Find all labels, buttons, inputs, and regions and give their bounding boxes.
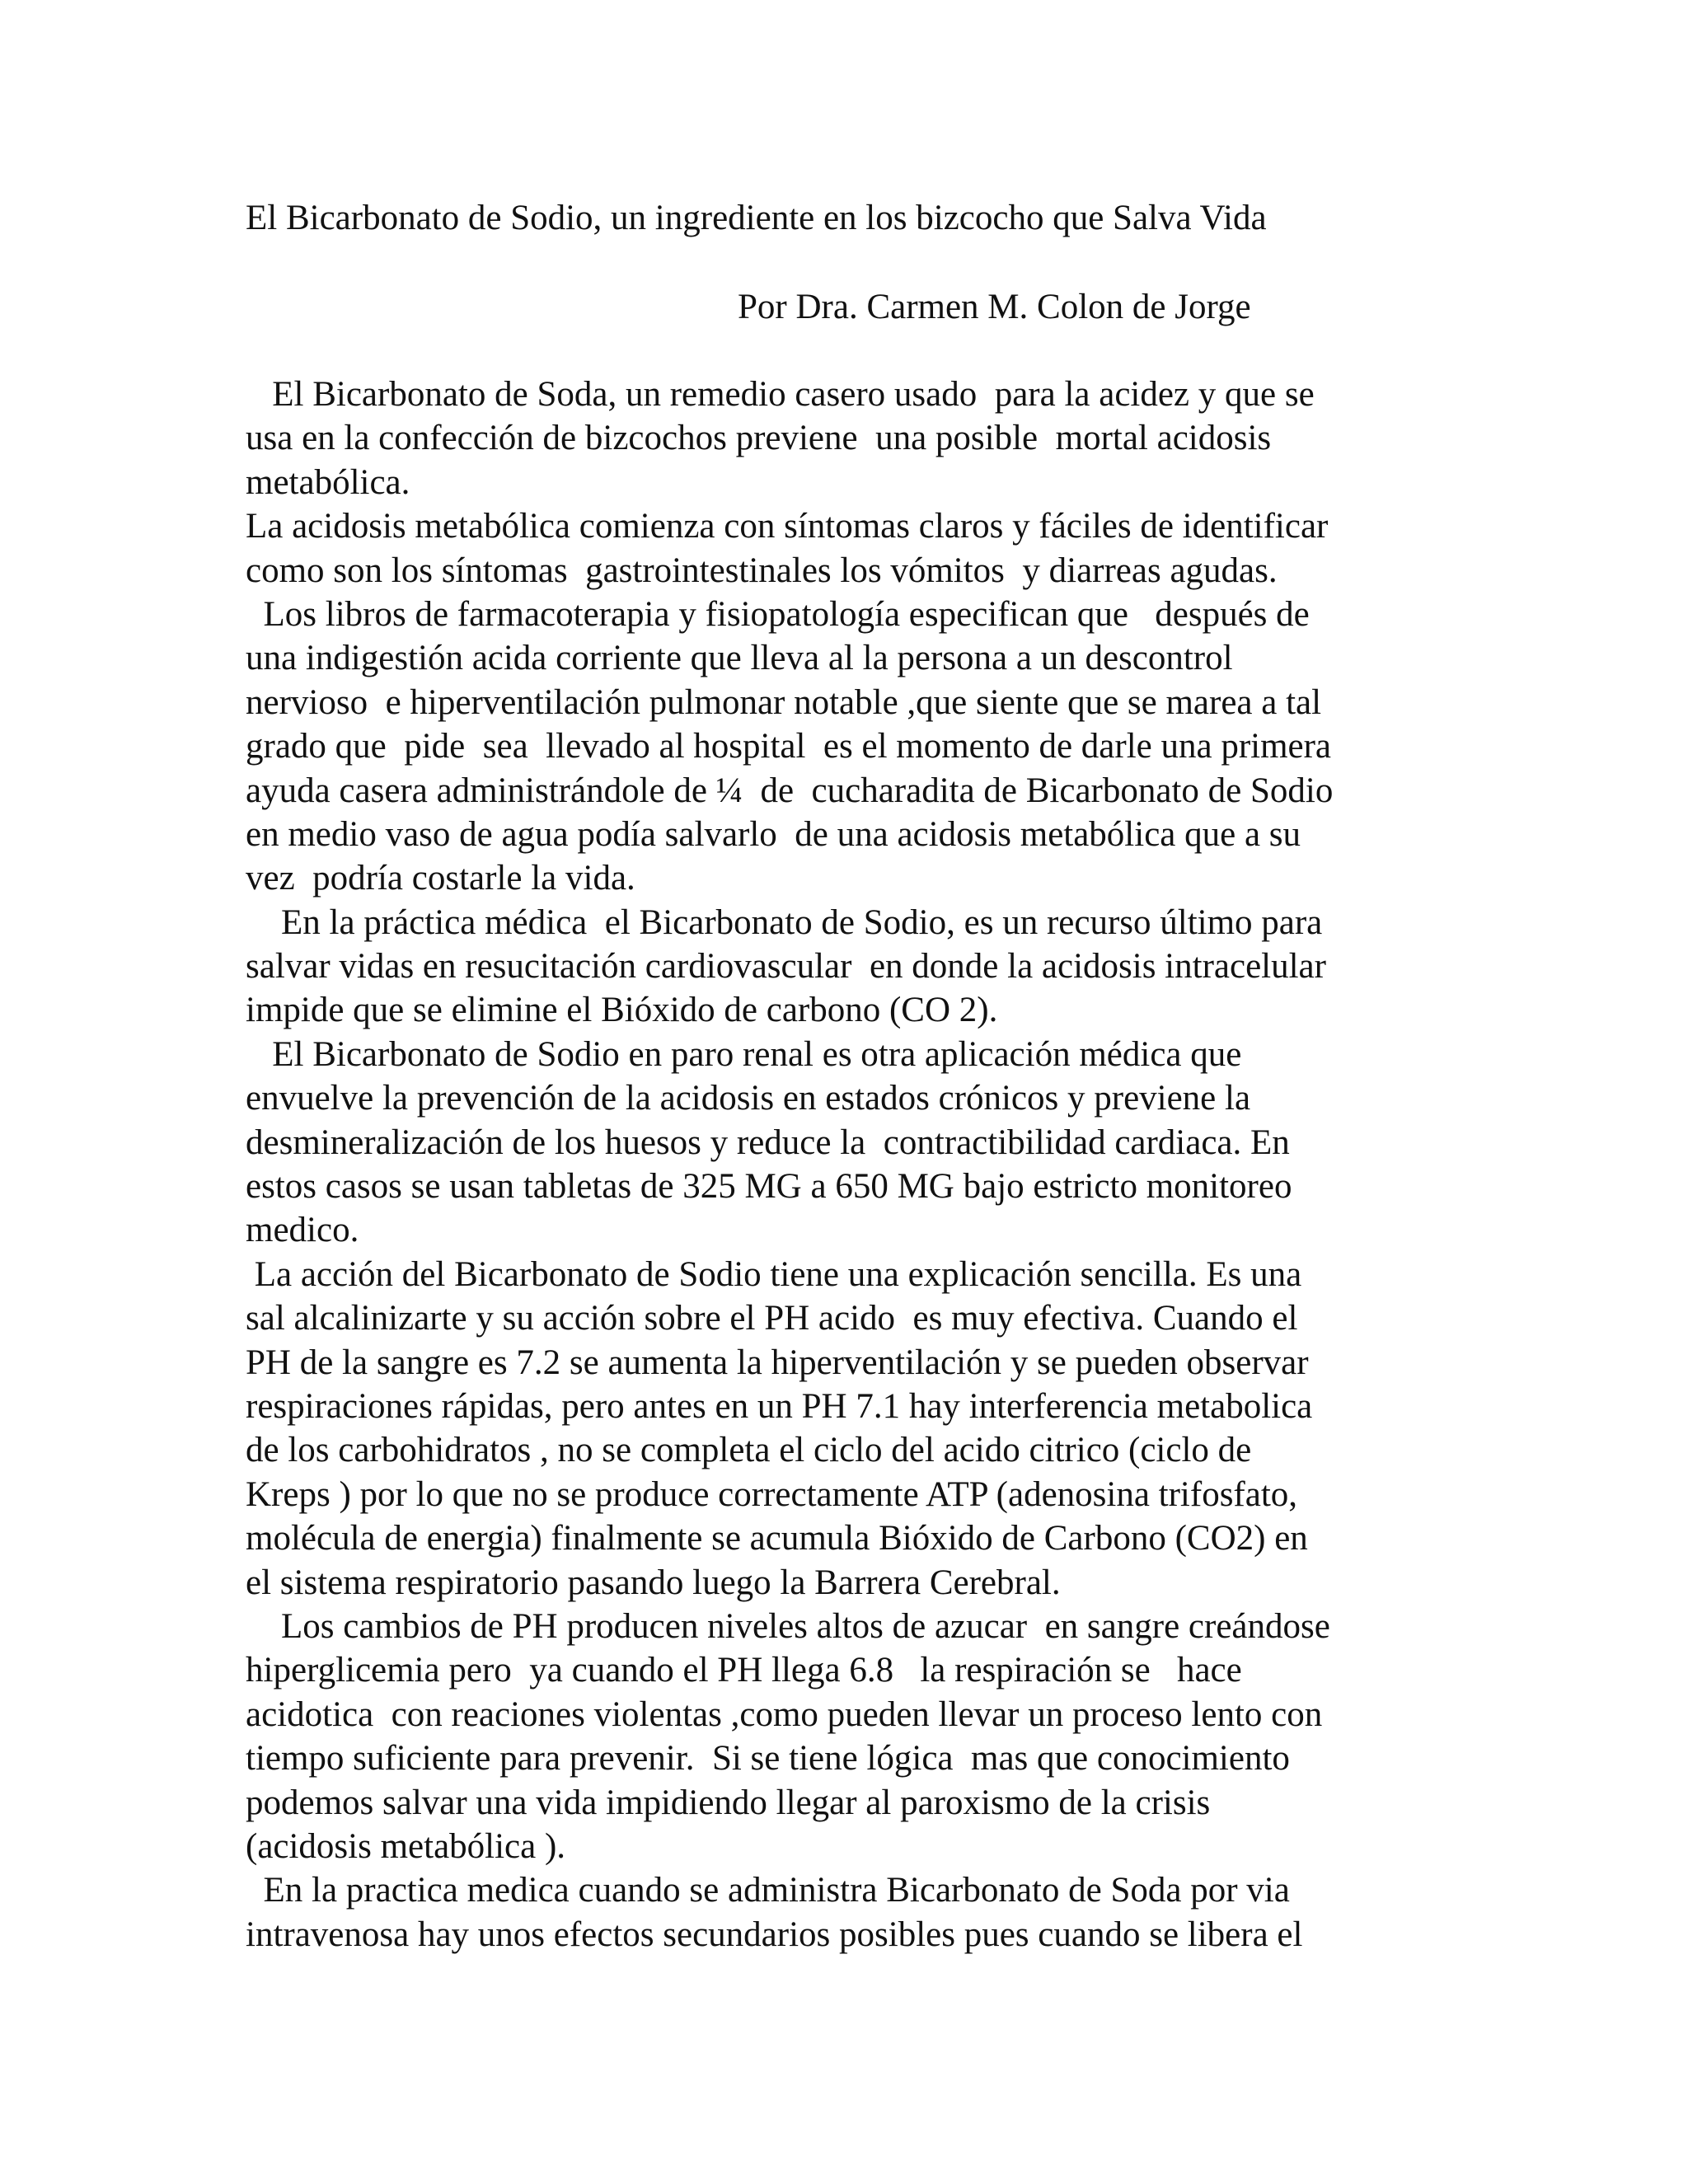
text-line: En la practica medica cuando se administra Bicarbonato de Soda por via [246, 1871, 1290, 1910]
text-line: sal alcalinizarte y su acción sobre el PH acido es muy efectiva. Cuando el [246, 1299, 1298, 1338]
text-line: (acidosis metabólica ). [246, 1826, 566, 1866]
text-line: molécula de energia) finalmente se acumula Bióxido de Carbono (CO2) en [246, 1519, 1308, 1558]
text-line: ayuda casera administrándole de ¼ de cucharadita de Bicarbonato de Sodio [246, 771, 1334, 810]
text-line: en medio vaso de agua podía salvarlo de una acidosis metabólica que a su [246, 814, 1301, 854]
text-line: medico. [246, 1211, 359, 1250]
text-line: La acidosis metabólica comienza con síntomas claros y fáciles de identificar [246, 507, 1329, 546]
text-line: estos casos se usan tabletas de 325 MG a 650 MG bajo estricto monitoreo [246, 1167, 1292, 1207]
text-line: de los carbohidratos , no se completa el ciclo del acido citrico (ciclo de [246, 1431, 1252, 1470]
text-line: grado que pide sea llevado al hospital es el momento de darle una primera [246, 727, 1332, 766]
document-title: El Bicarbonato de Sodio, un ingrediente en los bizcocho que Salva Vida [246, 199, 1267, 237]
text-line: usa en la confección de bizcochos previene una posible mortal acidosis [246, 419, 1272, 458]
text-line: En la práctica médica el Bicarbonato de Sodio, es un recurso último para [246, 902, 1323, 942]
text-line: como son los síntomas gastrointestinales los vómitos y diarreas agudas. [246, 551, 1278, 590]
text-line: tiempo suficiente para prevenir. Si se tiene lógica mas que conocimiento [246, 1739, 1290, 1779]
text-line: acidotica con reaciones violentas ,como pueden llevar un proceso lento con [246, 1694, 1323, 1734]
text-line: vez podría costarle la vida. [246, 859, 635, 898]
text-line: desmineralización de los huesos y reduce la contractibilidad cardiaca. En [246, 1122, 1290, 1162]
text-line: salvar vidas en resucitación cardiovascular en donde la acidosis intracelular [246, 947, 1326, 987]
author-byline: Por Dra. Carmen M. Colon de Jorge [738, 288, 1251, 326]
text-line: envuelve la prevención de la acidosis en estados crónicos y previene la [246, 1079, 1251, 1118]
text-line: PH de la sangre es 7.2 se aumenta la hiperventilación y se pueden observar [246, 1343, 1309, 1382]
text-line: podemos salvar una vida impidiendo llegar al paroxismo de la crisis [246, 1783, 1211, 1822]
text-line: respiraciones rápidas, pero antes en un PH 7.1 hay interferencia metabolica [246, 1386, 1313, 1426]
text-line: Kreps ) por lo que no se produce correctamente ATP (adenosina trifosfato, [246, 1474, 1298, 1514]
text-line: metabólica. [246, 462, 410, 502]
text-line: El Bicarbonato de Sodio en paro renal es otra aplicación médica que [246, 1034, 1242, 1074]
text-line: La acción del Bicarbonato de Sodio tiene una explicación sencilla. Es una [246, 1254, 1302, 1294]
text-line: impide que se elimine el Bióxido de carbono (CO 2). [246, 991, 998, 1030]
article-body [246, 373, 1441, 1957]
text-line: intravenosa hay unos efectos secundarios posibles pues cuando se libera el [246, 1915, 1303, 1954]
text-line: nervioso e hiperventilación pulmonar notable ,que siente que se marea a tal [246, 682, 1322, 722]
text-line: Los cambios de PH producen niveles altos de azucar en sangre creándose [246, 1606, 1330, 1646]
text-line: Los libros de farmacoterapia y fisiopatología especifican que después de [246, 594, 1310, 634]
text-line: una indigestión acida corriente que lleva al la persona a un descontrol [246, 639, 1233, 678]
text-line: El Bicarbonato de Soda, un remedio casero usado para la acidez y que se [246, 375, 1315, 414]
text-line: hiperglicemia pero ya cuando el PH llega 6.8 la respiración se hace [246, 1651, 1242, 1690]
text-line: el sistema respiratorio pasando luego la Barrera Cerebral. [246, 1563, 1061, 1602]
